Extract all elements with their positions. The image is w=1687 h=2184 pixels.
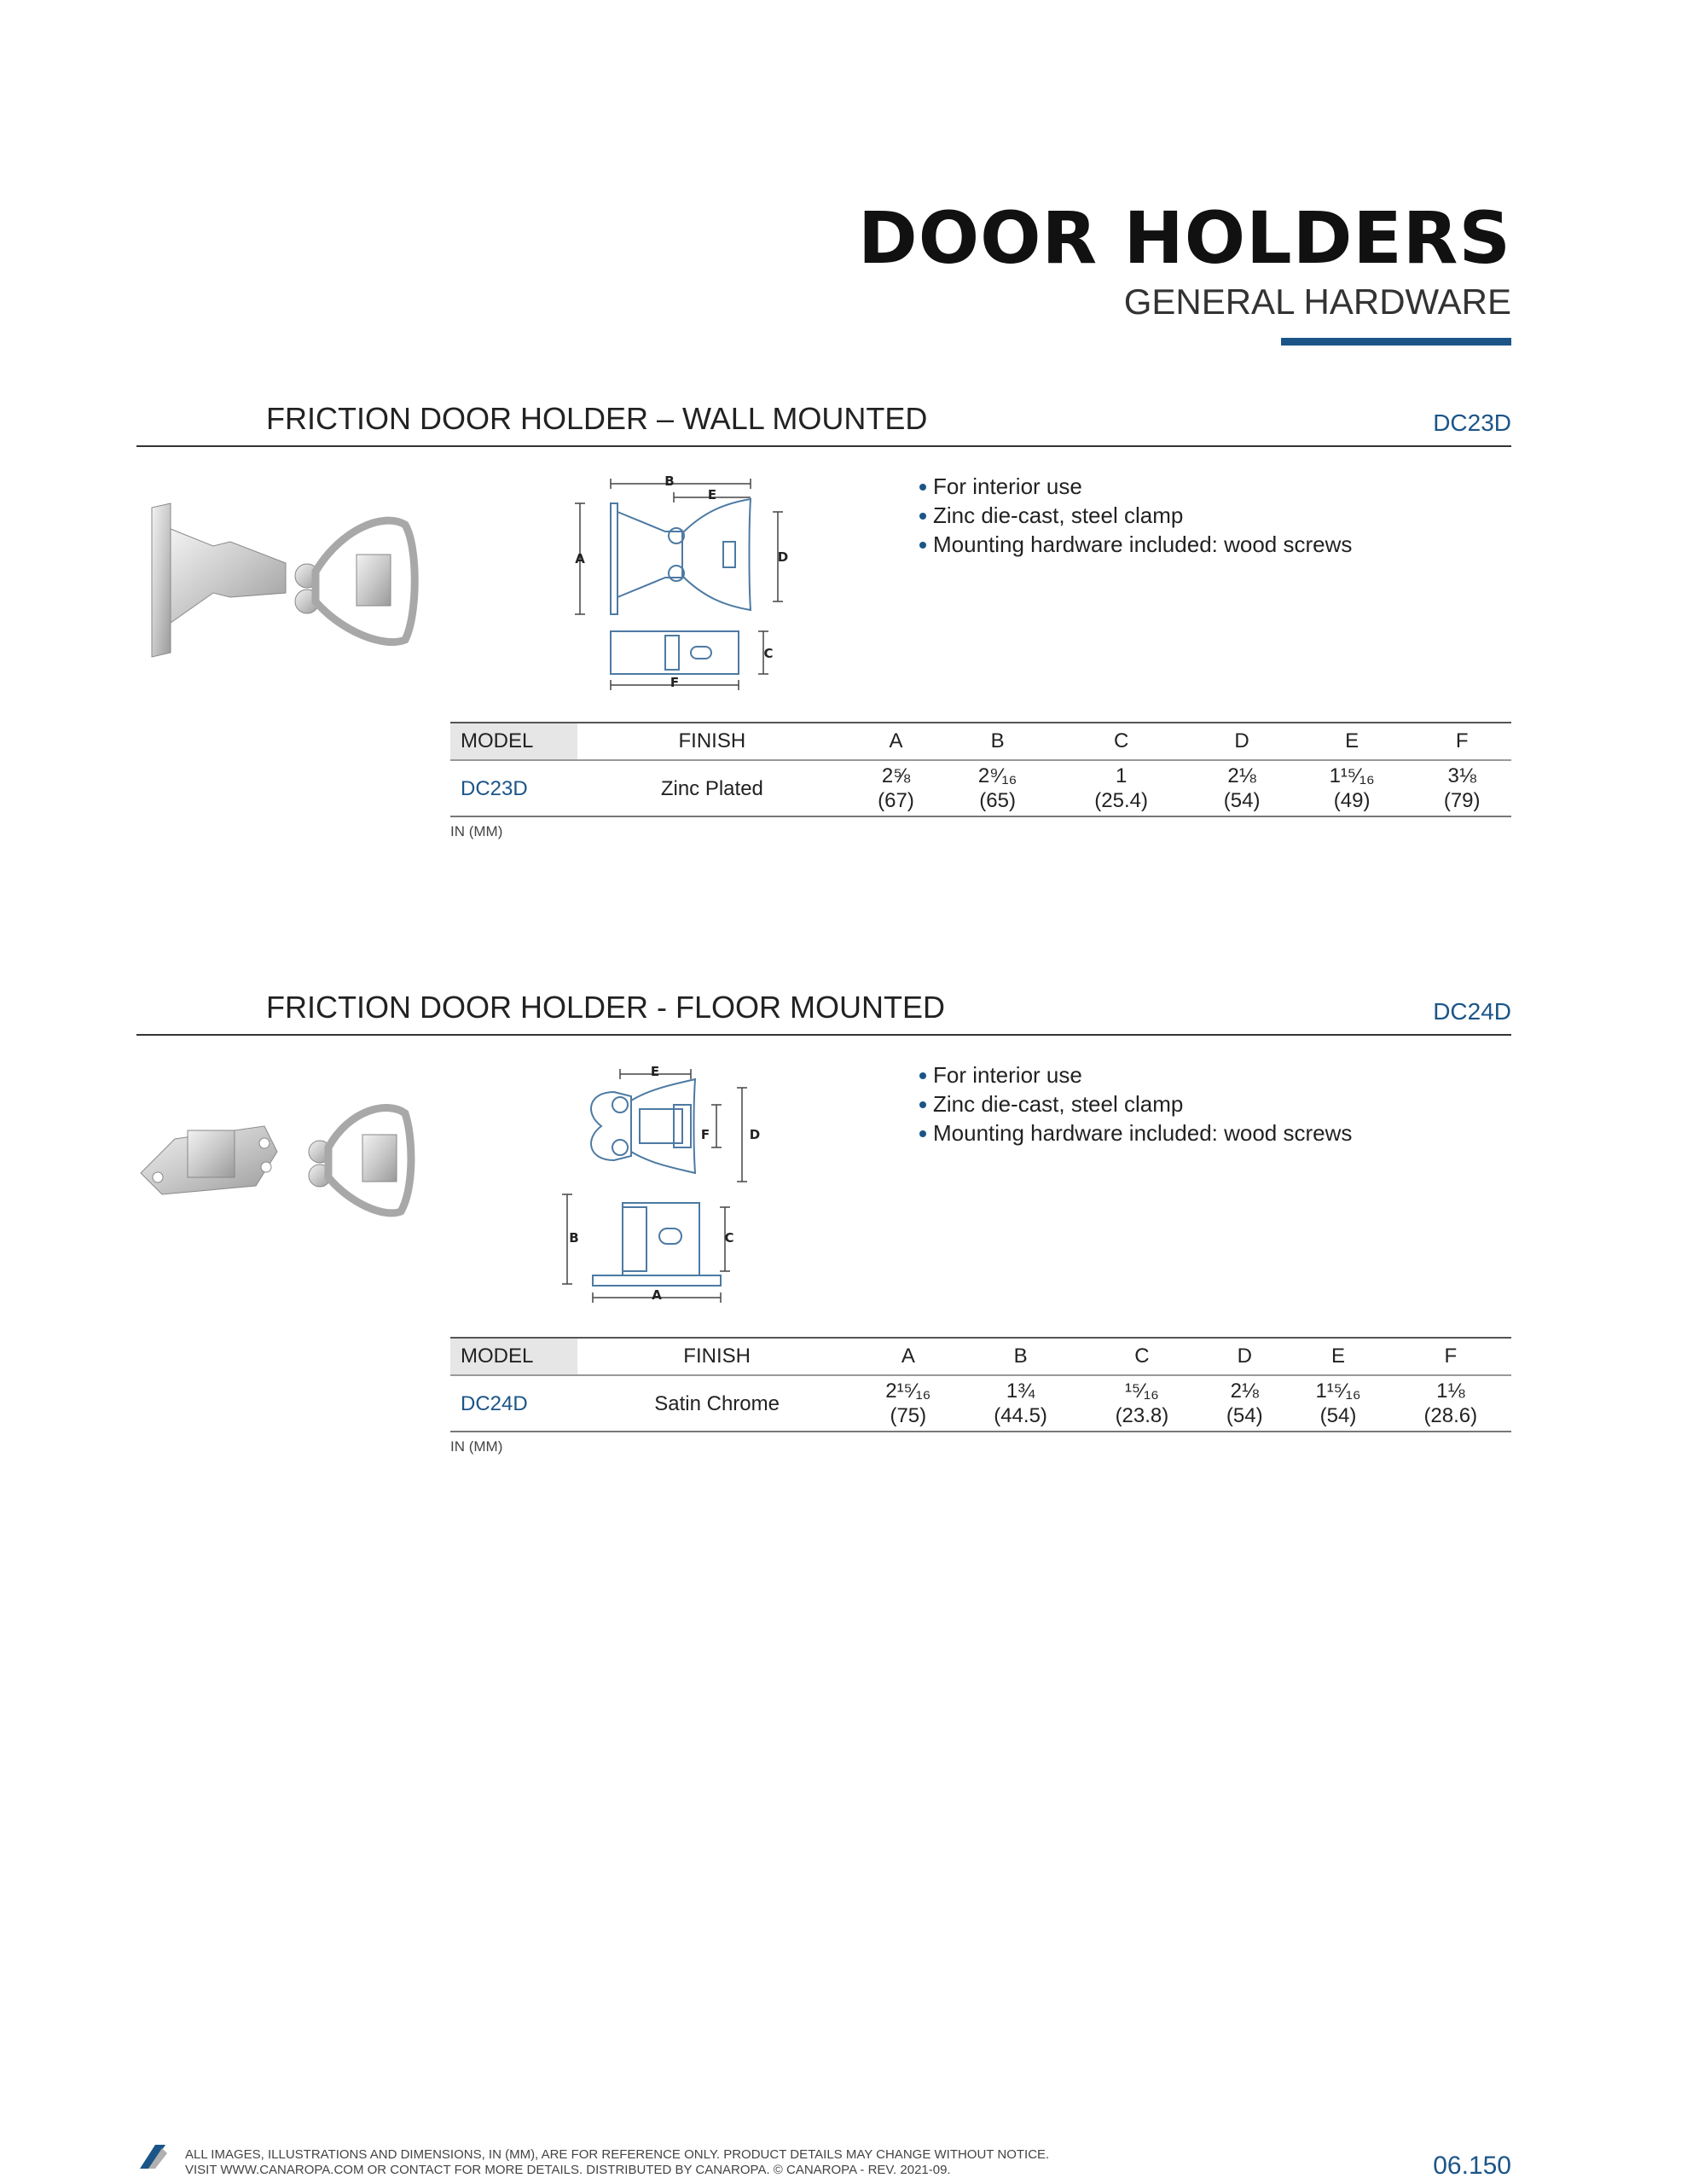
dimension-diagram-wall-mounted (563, 473, 789, 695)
dim-cell-a (847, 760, 946, 816)
col-header-a: A (856, 1338, 959, 1375)
section-code-dc24d: DC24D (1433, 998, 1511, 1025)
feature-item: For interior use (919, 472, 1352, 501)
dim-mm: (54) (1223, 789, 1261, 812)
diagram-label-d: D (749, 1127, 761, 1142)
col-header-b: B (959, 1338, 1081, 1375)
dim-cell-c (1081, 1375, 1203, 1432)
dim-in: 1¹⁵⁄₁₆ (1329, 764, 1375, 787)
diagram-label-d: D (777, 549, 789, 565)
dim-in: 2⅛ (1230, 1380, 1259, 1403)
diagram-label-e: E (650, 1064, 660, 1079)
col-header-c: C (1081, 1338, 1203, 1375)
col-header-finish: FINISH (577, 1338, 856, 1375)
dim-in: 1¹⁵⁄₁₆ (1315, 1380, 1361, 1403)
dim-cell-d (1192, 760, 1291, 816)
dim-in: 2⅝ (881, 764, 911, 787)
table-row (450, 1375, 1511, 1432)
section-divider (136, 1034, 1511, 1036)
section-title-floor-mounted: FRICTION DOOR HOLDER - FLOOR MOUNTED (266, 990, 946, 1025)
col-header-e: E (1291, 723, 1412, 760)
col-header-model: MODEL (450, 1338, 577, 1375)
dim-cell-f (1412, 760, 1511, 816)
dim-cell-e (1291, 760, 1412, 816)
spec-table-floor-mounted (450, 1337, 1511, 1432)
section-title-wall-mounted: FRICTION DOOR HOLDER – WALL MOUNTED (266, 401, 928, 436)
model-cell: DC23D (450, 760, 577, 816)
dim-mm: (44.5) (994, 1404, 1047, 1427)
dim-cell-b (945, 760, 1050, 816)
feature-item: For interior use (919, 1060, 1352, 1089)
dim-mm: (54) (1319, 1404, 1357, 1427)
dim-mm: (28.6) (1423, 1404, 1478, 1427)
feature-list-floor-mounted (919, 1060, 1352, 1147)
product-photo-floor-mounted (136, 1092, 426, 1228)
dim-in: 1¾ (1006, 1380, 1035, 1403)
dim-cell-d (1203, 1375, 1286, 1432)
dim-cell-c (1050, 760, 1192, 816)
finish-cell: Zinc Plated (577, 760, 847, 816)
product-photo-wall-mounted (136, 495, 426, 665)
feature-item: Zinc die-cast, steel clamp (919, 1089, 1352, 1118)
title-accent-bar (1281, 338, 1511, 346)
dim-in: 2⁹⁄₁₆ (977, 764, 1017, 787)
col-header-model: MODEL (450, 723, 577, 760)
dim-mm: (54) (1226, 1404, 1263, 1427)
dim-mm: (65) (979, 789, 1016, 812)
diagram-label-c: C (763, 646, 774, 661)
dim-mm: (49) (1333, 789, 1371, 812)
dim-in: 2⅛ (1227, 764, 1256, 787)
col-header-f: F (1412, 723, 1511, 760)
diagram-label-a: A (575, 551, 585, 566)
dim-cell-e (1286, 1375, 1389, 1432)
dimension-diagram-floor-mounted (559, 1062, 789, 1310)
dim-in: ¹⁵⁄₁₆ (1125, 1380, 1159, 1403)
col-header-d: D (1192, 723, 1291, 760)
dim-mm: (67) (878, 789, 914, 812)
dim-cell-a (856, 1375, 959, 1432)
dim-in: 3⅛ (1447, 764, 1476, 787)
dim-cell-b (959, 1375, 1081, 1432)
dim-mm: (75) (890, 1404, 927, 1427)
footer-disclaimer (185, 2147, 1049, 2178)
col-header-e: E (1286, 1338, 1389, 1375)
section-code-dc23d: DC23D (1433, 410, 1511, 436)
diagram-label-f: F (700, 1127, 710, 1142)
diagram-label-a: A (652, 1287, 662, 1303)
table-header-row (450, 1338, 1511, 1375)
dim-mm: (79) (1443, 789, 1481, 812)
units-note: IN (MM) (450, 823, 503, 839)
feature-item: Zinc die-cast, steel clamp (919, 501, 1352, 530)
feature-list-wall-mounted (919, 472, 1352, 559)
diagram-label-e: E (707, 487, 717, 502)
col-header-finish: FINISH (577, 723, 847, 760)
units-note: IN (MM) (450, 1438, 503, 1455)
section-divider (136, 445, 1511, 447)
page-title: DOOR HOLDERS (858, 196, 1511, 280)
col-header-f: F (1390, 1338, 1511, 1375)
model-cell: DC24D (450, 1375, 577, 1432)
dim-in: 1 (1115, 764, 1128, 787)
col-header-c: C (1050, 723, 1192, 760)
col-header-b: B (945, 723, 1050, 760)
feature-item: Mounting hardware included: wood screws (919, 530, 1352, 559)
table-header-row (450, 723, 1511, 760)
dim-in: 2¹⁵⁄₁₆ (885, 1380, 931, 1403)
dim-mm: (23.8) (1115, 1404, 1169, 1427)
spec-table-wall-mounted (450, 722, 1511, 817)
footer-line-1: ALL IMAGES, ILLUSTRATIONS AND DIMENSIONS, IN (MM), ARE FOR REFERENCE ONLY. PRODUCT DETAILS MAY CHANGE WITHOUT NOTICE. (185, 2147, 1050, 2162)
col-header-d: D (1203, 1338, 1286, 1375)
diagram-label-f: F (670, 675, 680, 690)
table-row (450, 760, 1511, 816)
dim-cell-f (1390, 1375, 1511, 1432)
dim-mm: (25.4) (1094, 789, 1148, 812)
feature-item: Mounting hardware included: wood screws (919, 1118, 1352, 1147)
col-header-a: A (847, 723, 946, 760)
footer-line-2: VISIT WWW.CANAROPA.COM OR CONTACT FOR MORE DETAILS. DISTRIBUTED BY CANAROPA. © CANAROPA - REV. 2021-09. (185, 2163, 951, 2177)
diagram-label-b: B (664, 473, 675, 489)
page-number: 06.150 (1433, 2152, 1511, 2180)
diagram-label-c: C (724, 1230, 734, 1246)
page-subtitle: GENERAL HARDWARE (1123, 282, 1511, 322)
finish-cell: Satin Chrome (577, 1375, 856, 1432)
diagram-label-b: B (569, 1230, 579, 1246)
dim-in: 1⅛ (1436, 1380, 1465, 1403)
canaropa-logo-icon (136, 2140, 171, 2174)
